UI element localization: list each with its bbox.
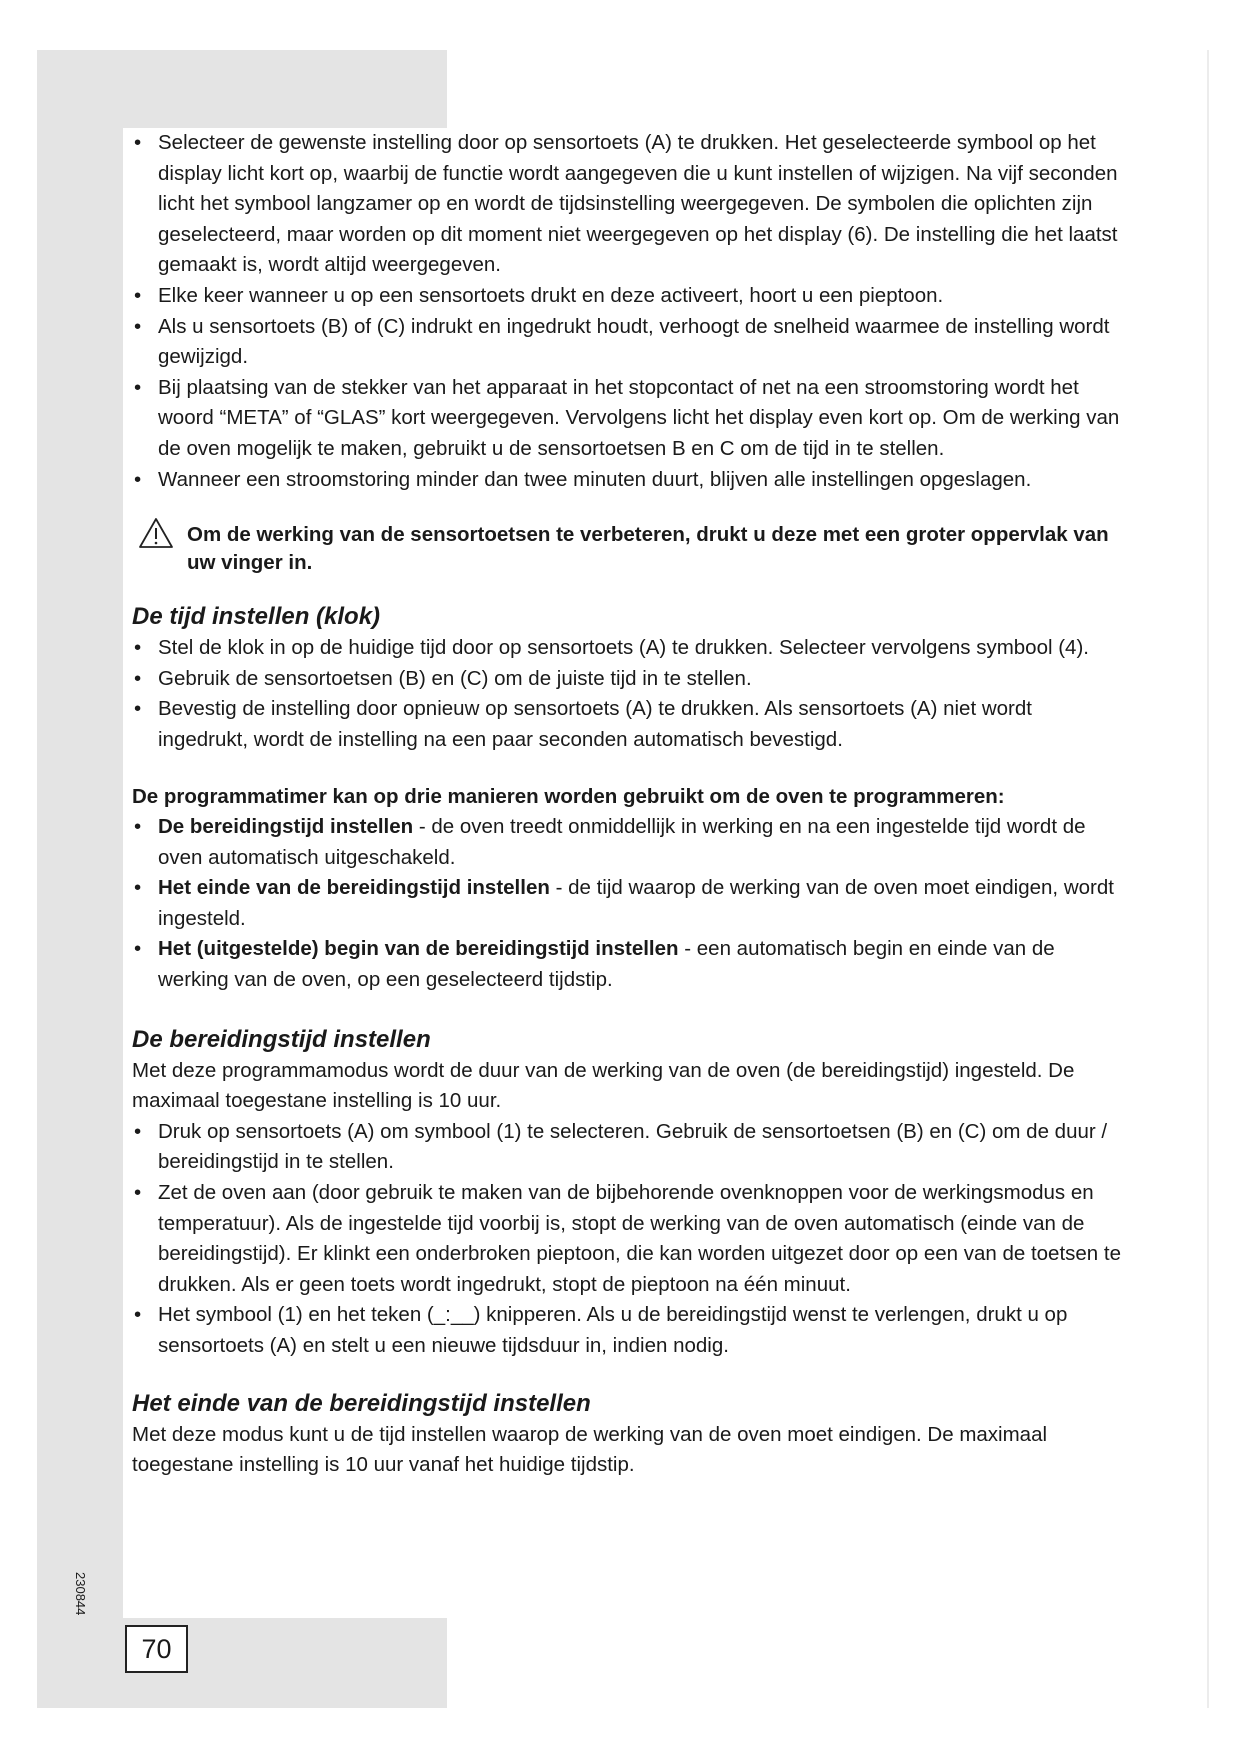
list-item: • Zet de oven aan (door gebruik te maken van de bijbehorende ovenknoppen voor de werkingsmodus en temperatuur). Als de ingestelde tijd voorbij is, stopt de werking van de oven automatisch (einde van de bereidingstijd). Er klinkt een onderbroken pieptoon, die kan worden uitgezet door op een van de toetsen te drukken. Als er geen toets wordt ingedrukt, stopt de pieptoon na één minuut. <box>132 1178 1123 1300</box>
end-intro: Met deze modus kunt u de tijd instellen waarop de werking van de oven moet eindigen. De maximaal toegestane instelling is 10 uur vanaf het huidige tijdstip. <box>132 1422 1048 1477</box>
timer-lead: De programmatimer kan op drie manieren worden gebruikt om de oven te programmeren: <box>132 784 1005 808</box>
clock-bullet-list <box>132 633 1123 755</box>
page-edge-rule <box>1207 50 1209 1708</box>
timer-mode-name: Het einde van de bereidingstijd instellen <box>158 876 550 900</box>
list-item: • Gebruik de sensortoetsen (B) en (C) om de juiste tijd in te stellen. <box>132 664 1123 695</box>
timer-mode-name: Het (uitgestelde) begin van de bereidingstijd instellen <box>158 937 679 961</box>
timer-mode-list <box>132 812 1123 996</box>
list-item: • Het symbool (1) en het teken (_:__) knipperen. Als u de bereidingstijd wenst te verlengen, drukt u op sensortoets (A) en stelt u een nieuwe tijdsduur in, indien nodig. <box>132 1300 1123 1361</box>
end-section-title: Het einde van de bereidingstijd instellen <box>132 1389 591 1417</box>
duration-intro: Met deze programmamodus wordt de duur van de werking van de oven (de bereidingstijd) ingesteld. De maximaal toegestane instelling is 10 uur. <box>132 1058 1075 1113</box>
warning-note <box>132 521 1123 577</box>
duration-section-title: De bereidingstijd instellen <box>132 1025 431 1053</box>
list-item: • Wanneer een stroomstoring minder dan twee minuten duurt, blijven alle instellingen opgeslagen. <box>132 465 1123 496</box>
timer-mode-name: De bereidingstijd instellen <box>158 815 414 839</box>
list-item <box>132 934 1123 995</box>
timer-mode-description: - de tijd waarop de werking van de oven moet eindigen, wordt ingesteld. <box>158 876 1114 930</box>
list-item <box>132 873 1123 934</box>
clock-section-title: De tijd instellen (klok) <box>132 603 381 631</box>
duration-bullet-list <box>132 1117 1123 1362</box>
list-item: • Druk op sensortoets (A) om symbool (1) te selecteren. Gebruik de sensortoetsen (B) en (C) om de duur / bereidingstijd in te stellen. <box>132 1117 1123 1178</box>
warning-text: Om de werking van de sensortoetsen te verbeteren, drukt u deze met een groter oppervlak van uw vinger in. <box>187 523 1109 575</box>
page-number: 70 <box>125 1625 188 1673</box>
list-item: • Bevestig de instelling door opnieuw op sensortoets (A) te drukken. Als sensortoets (A) niet wordt ingedrukt, wordt de instelling na een paar seconden automatisch bevestigd. <box>132 694 1123 755</box>
list-item: • Stel de klok in op de huidige tijd door op sensortoets (A) te drukken. Selecteer vervolgens symbool (4). <box>132 633 1123 664</box>
page-content <box>123 128 1123 1618</box>
list-item: • Elke keer wanneer u op een sensortoets drukt en deze activeert, hoort u een pieptoon. <box>132 281 1123 312</box>
list-item <box>132 812 1123 873</box>
timer-mode-description: - de oven treedt onmiddellijk in werking en na een ingestelde tijd wordt de oven automatisch uitgeschakeld. <box>158 815 1086 869</box>
timer-mode-description: - een automatisch begin en einde van de werking van de oven, op een geselecteerd tijdstip. <box>158 937 1055 992</box>
warning-triangle-icon <box>138 517 174 549</box>
list-item: • Als u sensortoets (B) of (C) indrukt en ingedrukt houdt, verhoogt de snelheid waarmee de instelling wordt gewijzigd. <box>132 312 1123 373</box>
document-code: 230844 <box>73 1572 88 1616</box>
list-item: • Selecteer de gewenste instelling door op sensortoets (A) te drukken. Het geselecteerde symbool op het display licht kort op, waarbij de functie wordt aangegeven die u kunt instellen of wijzigen. Na vijf seconden licht het symbool langzamer op en wordt de tijdsinstelling weergegeven. De symbolen die oplichten zijn geselecteerd, maar worden op dit moment niet weergegeven op het display (6). De instelling die het laatst gemaakt is, wordt altijd weergegeven. <box>132 128 1123 281</box>
intro-bullet-list <box>132 128 1123 495</box>
list-item: • Bij plaatsing van de stekker van het apparaat in het stopcontact of net na een stroomstoring wordt het woord “META” of “GLAS” kort weergegeven. Vervolgens licht het display even kort op. Om de werking van de oven mogelijk te maken, gebruikt u de sensortoetsen B en C om de tijd in te stellen. <box>132 373 1123 465</box>
